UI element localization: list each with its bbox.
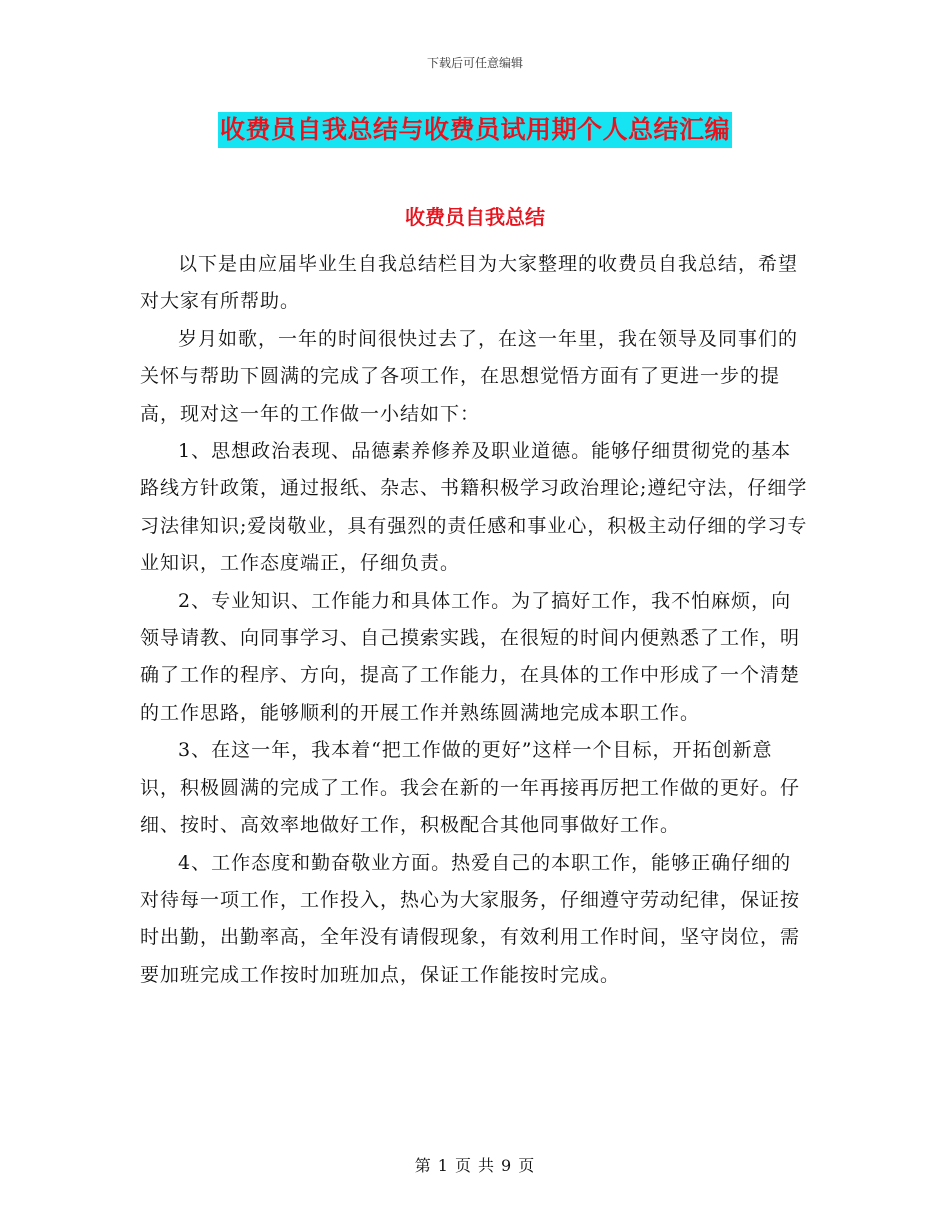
document-title-text: 收费员自我总结与收费员试用期个人总结汇编 <box>218 112 732 148</box>
footer-label-page: 第 <box>414 1156 432 1175</box>
page-footer <box>0 1153 950 1176</box>
footer-total-pages: 9 <box>501 1156 513 1175</box>
footer-label-ye2: 页 <box>518 1156 536 1175</box>
paragraph-item-4: 4、工作态度和勤奋敬业方面。热爱自己的本职工作，能够正确仔细的对待每一项工作，工作投入，热心为大家服务，仔细遵守劳动纪律，保证按时出勤，出勤率高，全年没有请假现象，有效利用工作时间，坚守岗位，需要加班完成工作按时加班加点，保证工作能按时完成。 <box>140 851 801 986</box>
document-title <box>0 112 950 148</box>
paragraph-intro: 以下是由应届毕业生自我总结栏目为大家整理的收费员自我总结，希望对大家有所帮助。 <box>140 253 799 313</box>
paragraph-item-2: 2、专业知识、工作能力和具体工作。为了搞好工作，我不怕麻烦，向领导请教、向同事学习、自己摸索实践，在很短的时间内便熟悉了工作，明确了工作的程序、方向，提高了工作能力，在具体的工作中形成了一个清楚的工作思路，能够顺利的开展工作并熟练圆满地完成本职工作。 <box>140 589 801 724</box>
document-body <box>140 246 810 994</box>
footer-current-page: 1 <box>437 1156 449 1175</box>
paragraph-overview: 岁月如歌，一年的时间很快过去了，在这一年里，我在领导及同事们的关怀与帮助下圆满的完成了各项工作，在思想觉悟方面有了更进一步的提高，现对这一年的工作做一小结如下： <box>140 327 799 425</box>
section-title: 收费员自我总结 <box>405 205 545 229</box>
paragraph-item-1: 1、思想政治表现、品德素养修养及职业道德。能够仔细贯彻党的基本路线方针政策，通过报纸、杂志、书籍积极学习政治理论;遵纪守法，仔细学习法律知识;爱岗敬业，具有强烈的责任感和事业心，积极主动仔细的学习专业知识，工作态度端正，仔细负责。 <box>140 440 808 575</box>
footer-label-ye: 页 <box>454 1156 472 1175</box>
paragraph-item-3: 3、在这一年，我本着“把工作做的更好”这样一个目标，开拓创新意识，积极圆满的完成了工作。我会在新的一年再接再厉把工作做的更好。仔细、按时、高效率地做好工作，积极配合其他同事做好工作。 <box>140 739 801 837</box>
header-note: 下载后可任意编辑 <box>426 56 523 70</box>
footer-label-total: 共 <box>478 1156 496 1175</box>
